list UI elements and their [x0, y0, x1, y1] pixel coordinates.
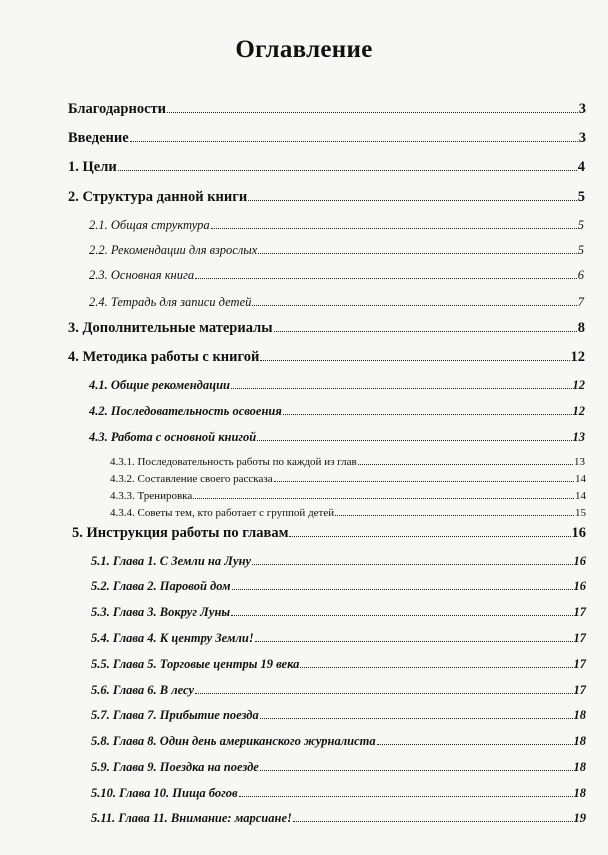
toc-entry-4-3-4[interactable] — [110, 507, 586, 519]
toc-entry-5-11[interactable] — [91, 811, 586, 826]
toc-entry-5-3[interactable] — [91, 605, 586, 620]
dot-leader — [252, 305, 576, 306]
toc-page-number: 5 — [577, 189, 585, 205]
dot-leader — [274, 481, 574, 482]
toc-page-number: 12 — [570, 349, 585, 365]
toc-entry-methodology[interactable] — [68, 349, 585, 366]
toc-entry-additional-materials[interactable] — [68, 320, 585, 337]
dot-leader — [211, 228, 577, 229]
toc-entry-label: 5.2. Глава 2. Паровой дом — [91, 579, 231, 593]
toc-entry-label: 2.2. Рекомендации для взрослых — [89, 243, 258, 257]
dot-leader — [274, 331, 577, 332]
toc-entry-introduction[interactable] — [68, 130, 586, 147]
toc-page-number: 18 — [573, 760, 586, 774]
toc-entry-2-4[interactable] — [89, 295, 584, 310]
dot-leader — [293, 821, 573, 822]
toc-entry-label: 4. Методика работы с книгой — [68, 349, 260, 365]
dot-leader — [258, 253, 576, 254]
toc-entry-label: 4.3.4. Советы тем, кто работает с группой детей — [110, 507, 335, 519]
dot-leader — [252, 564, 572, 565]
toc-page-number: 14 — [575, 473, 586, 485]
toc-entry-label: 5. Инструкция работы по главам — [72, 525, 289, 541]
toc-entry-label: Введение — [68, 130, 129, 146]
dot-leader — [377, 744, 573, 745]
toc-entry-label: 5.1. Глава 1. С Земли на Луну — [91, 554, 252, 568]
toc-entry-5-4[interactable] — [91, 631, 586, 646]
toc-entry-label: 4.1. Общие рекомендации — [89, 378, 230, 392]
toc-page-number: 5 — [577, 243, 584, 257]
toc-entry-label: 3. Дополнительные материалы — [68, 320, 273, 336]
toc-page-number: 15 — [575, 507, 586, 519]
toc-entry-label: 4.2. Последовательность освоения — [89, 404, 282, 418]
toc-page-number: 3 — [578, 130, 586, 146]
dot-leader — [289, 536, 570, 537]
toc-entry-label: 4.3. Работа с основной книгой — [89, 430, 257, 444]
dot-leader — [358, 464, 573, 465]
toc-entry-label: 5.10. Глава 10. Пища богов — [91, 786, 238, 800]
toc-entry-goals[interactable] — [68, 159, 585, 176]
toc-page-number: 16 — [573, 554, 586, 568]
toc-page-number: 8 — [577, 320, 585, 336]
toc-entry-4-3[interactable] — [89, 430, 585, 445]
toc-page-number: 12 — [572, 378, 585, 392]
toc-page-number: 13 — [572, 430, 585, 444]
toc-entry-label: Благодарности — [68, 101, 167, 117]
toc-entry-label: 2.1. Общая структура — [89, 218, 210, 232]
toc-page-number: 4 — [577, 159, 585, 175]
toc-page-number: 6 — [577, 268, 584, 282]
dot-leader — [231, 615, 572, 616]
toc-entry-2-1[interactable] — [89, 218, 584, 233]
toc-entry-label: 5.7. Глава 7. Прибытие поезда — [91, 708, 259, 722]
toc-entry-label: 5.3. Глава 3. Вокруг Луны — [91, 605, 231, 619]
toc-page-number: 17 — [573, 657, 586, 671]
toc-entry-4-3-1[interactable] — [110, 456, 585, 468]
toc-entry-label: 4.3.1. Последовательность работы по каждой из глав — [110, 456, 357, 468]
dot-leader — [239, 796, 573, 797]
toc-page-number: 18 — [573, 708, 586, 722]
toc-entry-acknowledgements[interactable] — [68, 101, 586, 118]
toc-entry-5-8[interactable] — [91, 734, 586, 749]
toc-entry-chapter-instructions[interactable] — [72, 525, 586, 542]
toc-entry-label: 5.11. Глава 11. Внимание: марсиане! — [91, 811, 292, 825]
toc-page-number: 7 — [577, 295, 584, 309]
toc-page-number: 12 — [572, 404, 585, 418]
toc-entry-label: 5.6. Глава 6. В лесу — [91, 683, 195, 697]
dot-leader — [335, 515, 574, 516]
toc-entry-book-structure[interactable] — [68, 189, 585, 206]
dot-leader — [195, 278, 577, 279]
toc-entry-5-1[interactable] — [91, 554, 586, 569]
toc-entry-label: 4.3.2. Составление своего рассказа — [110, 473, 273, 485]
toc-entry-label: 2.4. Тетрадь для записи детей — [89, 295, 252, 309]
toc-entry-label: 2. Структура данной книги — [68, 189, 248, 205]
toc-entry-4-3-2[interactable] — [110, 473, 586, 485]
dot-leader — [257, 440, 571, 441]
toc-page-number: 19 — [573, 811, 586, 825]
dot-leader — [300, 667, 572, 668]
dot-leader — [260, 770, 573, 771]
toc-page-number: 17 — [573, 631, 586, 645]
toc-page-number: 17 — [573, 683, 586, 697]
toc-entry-label: 1. Цели — [68, 159, 117, 175]
dot-leader — [248, 200, 577, 201]
dot-leader — [167, 112, 578, 113]
toc-page-number: 14 — [575, 490, 586, 502]
toc-page-number: 18 — [573, 786, 586, 800]
toc-entry-label: 4.3.3. Тренировка — [110, 490, 193, 502]
toc-entry-label: 5.9. Глава 9. Поездка на поезде — [91, 760, 259, 774]
toc-page-number: 3 — [578, 101, 586, 117]
toc-entry-5-9[interactable] — [91, 760, 586, 775]
toc-entry-2-3[interactable] — [89, 268, 584, 283]
dot-leader — [130, 141, 578, 142]
toc-entry-label: 5.8. Глава 8. Один день американского журналиста — [91, 734, 376, 748]
dot-leader — [283, 414, 572, 415]
toc-entry-4-3-3[interactable] — [110, 490, 586, 502]
toc-entry-5-7[interactable] — [91, 708, 586, 723]
toc-entry-label: 5.4. Глава 4. К центру Земли! — [91, 631, 254, 645]
toc-page-number: 13 — [574, 456, 585, 468]
toc-entry-label: 5.5. Глава 5. Торговые центры 19 века — [91, 657, 300, 671]
toc-page-number: 17 — [573, 605, 586, 619]
dot-leader — [232, 589, 573, 590]
toc-entry-4-2[interactable] — [89, 404, 585, 419]
toc-page-number: 5 — [577, 218, 584, 232]
page-title: Оглавление — [235, 36, 373, 63]
toc-entry-5-6[interactable] — [91, 683, 586, 698]
toc-entry-label: 2.3. Основная книга — [89, 268, 195, 282]
toc-entry-2-2[interactable] — [89, 243, 584, 258]
toc-entry-5-10[interactable] — [91, 786, 586, 801]
toc-page-number: 16 — [571, 525, 586, 541]
dot-leader — [231, 388, 572, 389]
dot-leader — [260, 360, 569, 361]
toc-entry-5-2[interactable] — [91, 579, 586, 594]
dot-leader — [193, 498, 574, 499]
toc-page-number: 16 — [573, 579, 586, 593]
toc-entry-5-5[interactable] — [91, 657, 586, 672]
dot-leader — [118, 170, 577, 171]
toc-page-number: 18 — [573, 734, 586, 748]
toc-entry-4-1[interactable] — [89, 378, 585, 393]
dot-leader — [260, 718, 573, 719]
dot-leader — [255, 641, 573, 642]
dot-leader — [195, 693, 572, 694]
